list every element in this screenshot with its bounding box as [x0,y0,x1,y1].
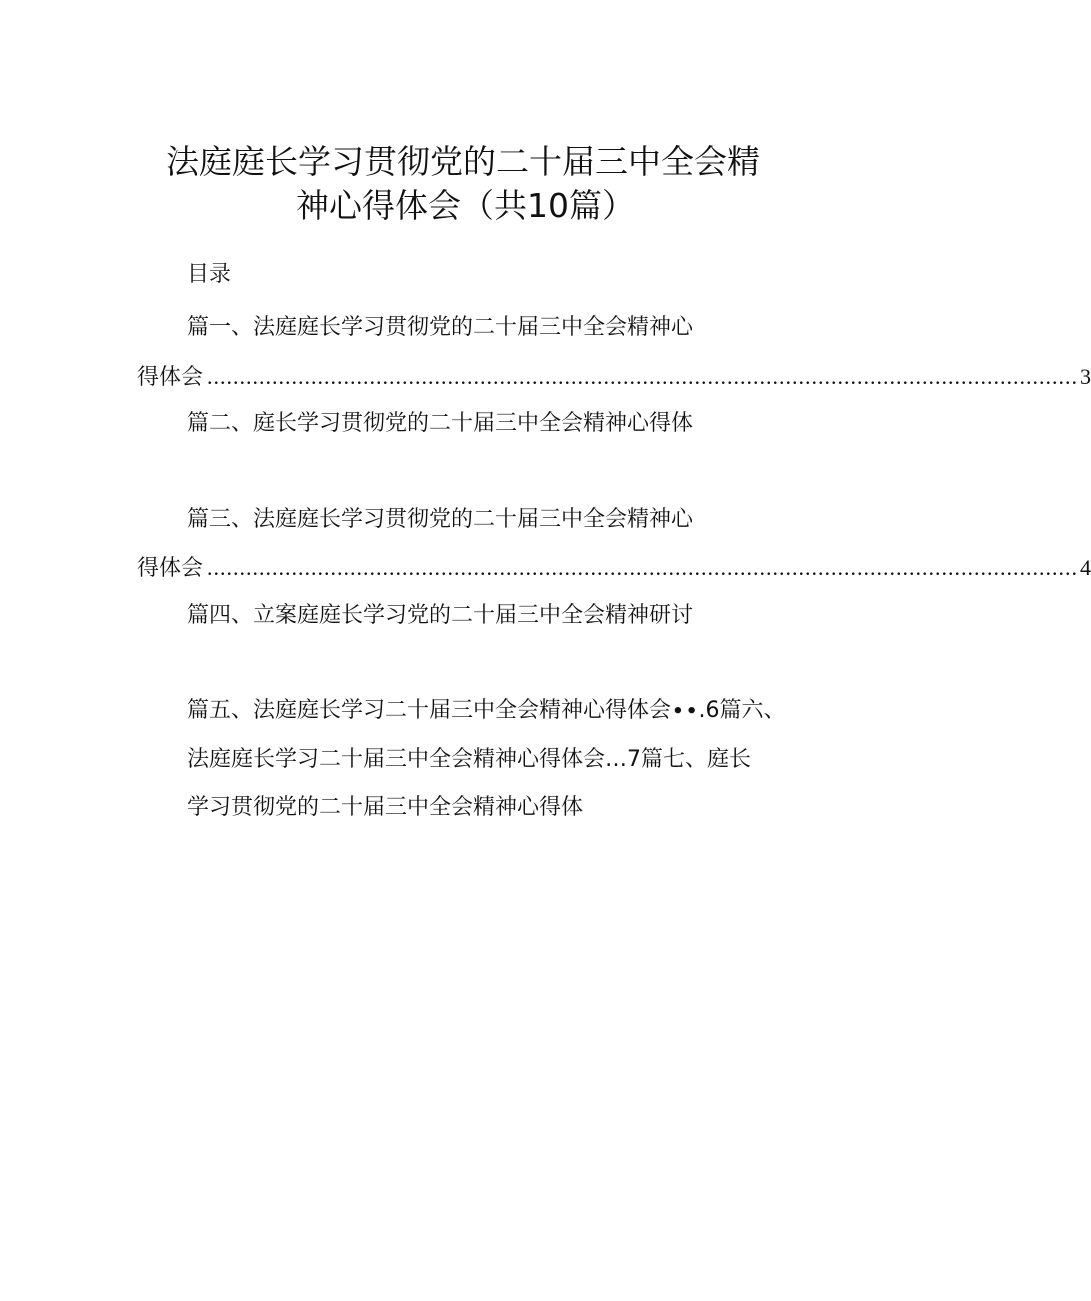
toc-entry-3-page: 4 [1080,555,1091,580]
dot-leader: ...................................................................................................................................... [207,364,1079,389]
toc-entry-4-line-1[interactable]: 篇四、立案庭庭长学习党的二十届三中全会精神研讨 [187,603,694,628]
toc-entry-2-line-1[interactable]: 篇二、庭长学习贯彻党的二十届三中全会精神心得体 [187,411,694,436]
toc-entry-3-line-1[interactable]: 篇三、法庭庭长学习贯彻党的二十届三中全会精神心 [187,507,694,532]
toc-entry-3-tail: 得体会 [137,556,204,581]
toc-entry-3-line-2[interactable] [137,553,1091,583]
toc-entry-1-line-1[interactable]: 篇一、法庭庭长学习贯彻党的二十届三中全会精神心 [187,315,694,340]
toc-heading: 目录 [187,262,232,287]
toc-tail-line-3[interactable]: 学习贯彻党的二十届三中全会精神心得体 [187,795,584,820]
dot-leader: ...................................................................................................................................... [207,555,1079,580]
toc-entry-1-line-2[interactable] [137,362,1091,392]
toc-tail-line-2[interactable]: 法庭庭长学习二十届三中全会精神心得体会…7篇七、庭长 [187,747,751,772]
document-title-line-1: 法庭庭长学习贯彻党的二十届三中全会精 [166,142,760,181]
toc-entry-1-tail: 得体会 [137,365,204,390]
toc-entry-1-page: 3 [1080,364,1091,389]
toc-tail-line-1[interactable]: 篇五、法庭庭长学习二十届三中全会精神心得体会∙∙.6篇六、 [187,698,786,723]
document-title-line-2: 神心得体会（共10篇） [296,186,635,225]
